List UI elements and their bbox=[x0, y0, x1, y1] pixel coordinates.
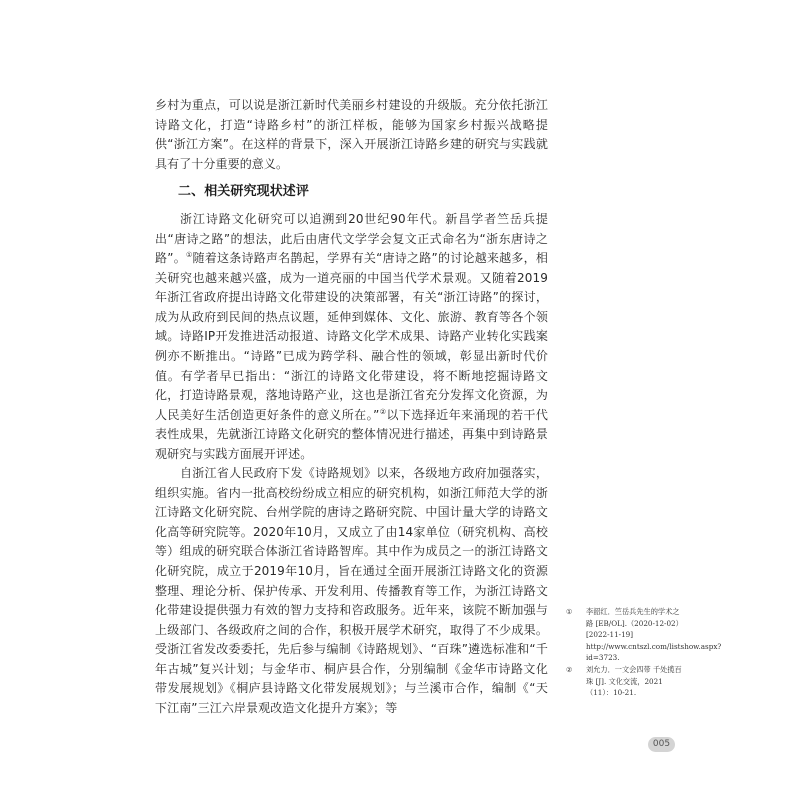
footnote-marker: ② bbox=[566, 664, 573, 674]
paragraph-research-history bbox=[155, 210, 548, 464]
footnote-marker: ① bbox=[566, 607, 573, 616]
footnote-2 bbox=[566, 664, 684, 699]
footnote-ref-2[interactable]: ② bbox=[379, 407, 387, 416]
footnote-1 bbox=[566, 606, 722, 664]
page-number: 005 bbox=[648, 737, 675, 752]
paragraph-segment: 浙江诗路文化研究可以追溯到20世纪90年代。新昌学者竺岳兵提出“唐诗之路”的想法，此后由唐代文学学会复文正式命名为“浙东唐诗之路”。 bbox=[155, 212, 548, 266]
paragraph-segment: 以下选择近年来涌现的若干代表性成果，先就浙江诗路文化研究的整体情况进行描述，再集中到诗路景观研究与实践方面展开评述。 bbox=[155, 407, 548, 461]
footnote-text: 刘允力．一文会四带 千处揽百珠 [J]. 文化交流，2021（11）：10-21. bbox=[586, 664, 682, 698]
paragraph-government-practice: 自浙江省人民政府下发《诗路规划》以来，各级地方政府加强落实，组织实施。省内一批高校纷纷成立相应的研究机构，如浙江师范大学的浙江诗路文化研究院、台州学院的唐诗之路研究院、中国计量大学的诗路文化高等研究院等。2020年10月，又成立了由14家单位（研究机构、高校等）组成的研究联合体浙江省诗路智库。其中作为成员之一的浙江诗路文化研究院，成立于2019年10月，旨在通过全面开展浙江诗路文化的资源整理、理论分析、保护传承、开发利用、传播教育等工作，为浙江诗路文化带建设提供强力有效的智力支持和咨政服务。近年来，该院不断加强与上级部门、各级政府之间的合作，积极开展学术研究，取得了不少成果。受浙江省发改委委托，先后参与编制《诗路规划》、“百珠”遴选标准和“千年古城”复兴计划；与金华市、桐庐县合作，分别编制《金华市诗路文化带发展规划》《桐庐县诗路文化带发展规划》；与兰溪市合作，编制《“天下江南”三江六岸景观改造文化提升方案》；等 bbox=[155, 466, 548, 715]
paragraph-intro-continued: 乡村为重点，可以说是浙江新时代美丽乡村建设的升级版。充分依托浙江诗路文化，打造“诗路乡村”的浙江样板，能够为国家乡村振兴战略提供“浙江方案”。在这样的背景下，深入开展浙江诗路乡建的研究与实践就具有了十分重要的意义。 bbox=[155, 98, 548, 171]
footnote-text: 李韶红．竺岳兵先生的学术之路 [EB/OL].（2020-12-02）[2022-11-19] http://www.cntszl.com/listshow.aspx?id=3723. bbox=[586, 607, 722, 663]
paragraph-segment: 随着这条诗路声名鹊起，学界有关“唐诗之路”的讨论越来越多，相关研究也越来越兴盛，成为一道亮丽的中国当代学术景观。又随着2019年浙江省政府提出诗路文化带建设的决策部署，有关“浙江诗路”的探讨，成为从政府到民间的热点议题，延伸到媒体、文化、旅游、教育等各个领域。诗路IP开发推进活动报道、诗路文化学术成果、诗路产业转化实践案例亦不断推出。“诗路”已成为跨学科、融合性的领域，彰显出新时代价值。有学者早已指出：“浙江的诗路文化带建设，将不断地挖掘诗路文化，打造诗路景观，落地诗路产业，这也是浙江省充分发挥文化资源，为人民美好生活创造更好条件的意义所在。” bbox=[155, 251, 548, 422]
section-heading: 二、相关研究现状述评 bbox=[178, 184, 310, 200]
footnotes bbox=[566, 606, 722, 699]
main-text-column bbox=[155, 96, 548, 718]
footnote-ref-1[interactable]: ① bbox=[185, 251, 193, 260]
